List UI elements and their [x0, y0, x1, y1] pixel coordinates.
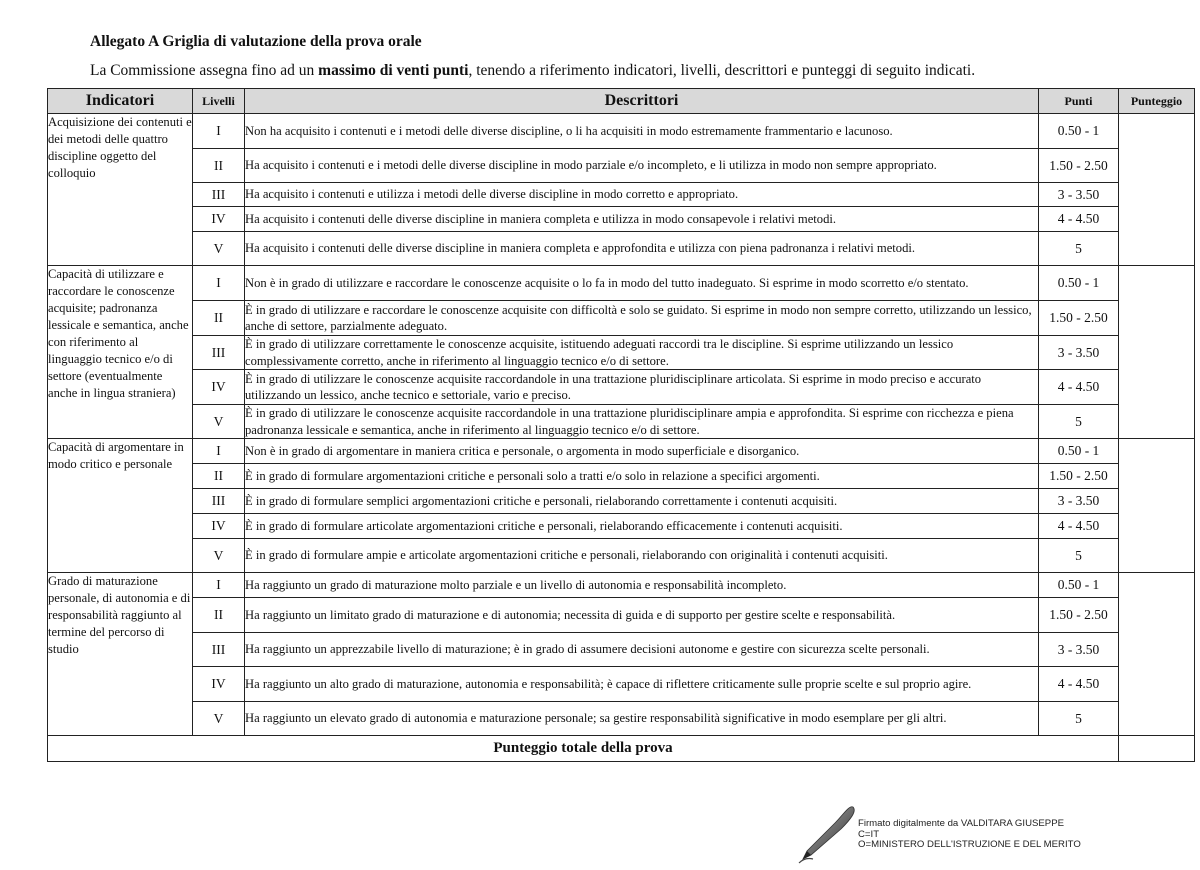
intro-paragraph: [90, 62, 975, 80]
descriptor-cell: Ha raggiunto un alto grado di maturazione, autonomia e responsabilità; è capace di riflettere criticamente sulle proprie scelte e sul proprio agire.: [245, 667, 1039, 702]
total-score-cell: [1119, 736, 1195, 762]
descriptor-cell: Ha raggiunto un limitato grado di maturazione e di autonomia; necessita di guida e di supporto per gestire scelte e responsabilità.: [245, 598, 1039, 633]
header-punteggio: Punteggio: [1119, 89, 1195, 114]
points-cell: 1.50 - 2.50: [1039, 598, 1119, 633]
grid-row: [48, 702, 1195, 736]
level-cell: V: [193, 405, 245, 439]
level-cell: V: [193, 539, 245, 573]
level-cell: IV: [193, 370, 245, 405]
grid-row: [48, 266, 1195, 301]
digital-signature-pen-icon: [795, 805, 859, 870]
grid-row: [48, 149, 1195, 183]
indicator-cell: Capacità di argomentare in modo critico e personale: [48, 439, 193, 573]
points-cell: 5: [1039, 232, 1119, 266]
points-cell: 0.50 - 1: [1039, 114, 1119, 149]
grid-row: [48, 598, 1195, 633]
grid-row: [48, 573, 1195, 598]
grid-row: [48, 464, 1195, 489]
descriptor-cell: È in grado di formulare articolate argomentazioni critiche e personali, rielaborando efficacemente i contenuti acquisiti.: [245, 514, 1039, 539]
points-cell: 5: [1039, 405, 1119, 439]
descriptor-cell: Non ha acquisito i contenuti e i metodi delle diverse discipline, o li ha acquisiti in modo estremamente frammentario e lacunoso.: [245, 114, 1039, 149]
grid-row: [48, 183, 1195, 207]
level-cell: I: [193, 114, 245, 149]
level-cell: II: [193, 149, 245, 183]
points-cell: 5: [1039, 702, 1119, 736]
intro-text-bold: massimo di venti punti: [318, 62, 469, 79]
points-cell: 4 - 4.50: [1039, 207, 1119, 232]
level-cell: III: [193, 489, 245, 514]
points-cell: 4 - 4.50: [1039, 667, 1119, 702]
intro-text-end: , tenendo a riferimento indicatori, livelli, descrittori e punteggi di seguito indicati.: [468, 62, 976, 79]
descriptor-cell: Non è in grado di utilizzare e raccordare le conoscenze acquisite o lo fa in modo del tutto inadeguato. Si esprime in modo scorretto e/o stentato.: [245, 266, 1039, 301]
score-input-cell: [1119, 114, 1195, 266]
level-cell: III: [193, 183, 245, 207]
descriptor-cell: Ha acquisito i contenuti delle diverse discipline in maniera completa e approfondita e utilizza con piena padronanza i relativi metodi.: [245, 232, 1039, 266]
level-cell: V: [193, 232, 245, 266]
level-cell: V: [193, 702, 245, 736]
points-cell: 3 - 3.50: [1039, 489, 1119, 514]
level-cell: IV: [193, 514, 245, 539]
points-cell: 4 - 4.50: [1039, 514, 1119, 539]
grid-row: [48, 439, 1195, 464]
level-cell: IV: [193, 207, 245, 232]
descriptor-cell: Ha raggiunto un grado di maturazione molto parziale e un livello di autonomia e responsabilità incompleto.: [245, 573, 1039, 598]
points-cell: 5: [1039, 539, 1119, 573]
descriptor-cell: Ha raggiunto un apprezzabile livello di maturazione; è in grado di assumere decisioni autonome e gestire con sicurezza scelte personali.: [245, 633, 1039, 667]
grid-row: [48, 232, 1195, 266]
score-input-cell: [1119, 266, 1195, 439]
descriptor-cell: È in grado di formulare semplici argomentazioni critiche e personali, rielaborando correttamente i contenuti acquisiti.: [245, 489, 1039, 514]
grid-row: [48, 539, 1195, 573]
grid-row: [48, 370, 1195, 405]
grid-row: [48, 336, 1195, 370]
points-cell: 1.50 - 2.50: [1039, 301, 1119, 336]
descriptor-cell: È in grado di formulare argomentazioni critiche e personali solo a tratti e/o solo in relazione a specifici argomenti.: [245, 464, 1039, 489]
header-livelli: Livelli: [193, 89, 245, 114]
descriptor-cell: Ha acquisito i contenuti e utilizza i metodi delle diverse discipline in modo corretto e appropriato.: [245, 183, 1039, 207]
signature-line-1: Firmato digitalmente da VALDITARA GIUSEPPE: [858, 818, 1064, 829]
descriptor-cell: Ha acquisito i contenuti delle diverse discipline in maniera completa e utilizza in modo consapevole i relativi metodi.: [245, 207, 1039, 232]
points-cell: 4 - 4.50: [1039, 370, 1119, 405]
points-cell: 1.50 - 2.50: [1039, 149, 1119, 183]
total-label: Punteggio totale della prova: [48, 736, 1119, 762]
points-cell: 3 - 3.50: [1039, 336, 1119, 370]
score-input-cell: [1119, 573, 1195, 736]
descriptor-cell: È in grado di utilizzare correttamente le conoscenze acquisite, istituendo adeguati raccordi tra le discipline. Si esprime utilizzando un lessico complessivamente corretto, anche in riferimento al linguaggio tecnico e/o di settore.: [245, 336, 1039, 370]
level-cell: I: [193, 573, 245, 598]
header-row: [48, 89, 1195, 114]
grid-row: [48, 514, 1195, 539]
points-cell: 3 - 3.50: [1039, 183, 1119, 207]
digital-signature-text: [858, 819, 1081, 851]
descriptor-cell: È in grado di utilizzare e raccordare le conoscenze acquisite con difficoltà e solo se guidato. Si esprime in modo non sempre corretto, utilizzando un lessico, anche di settore, parzialmente adeguato.: [245, 301, 1039, 336]
level-cell: II: [193, 464, 245, 489]
level-cell: IV: [193, 667, 245, 702]
signature-line-3: O=MINISTERO DELL'ISTRUZIONE E DEL MERITO: [858, 839, 1081, 851]
descriptor-cell: Ha acquisito i contenuti e i metodi delle diverse discipline in modo parziale e/o incompleto, e li utilizza in modo non sempre appropriato.: [245, 149, 1039, 183]
header-descrittori: Descrittori: [245, 89, 1039, 114]
indicator-cell: Capacità di utilizzare e raccordare le conoscenze acquisite; padronanza lessicale e semantica, anche con riferimento al linguaggio tecnico e/o di settore (eventualmente anche in lingua straniera): [48, 266, 193, 439]
grid-row: [48, 489, 1195, 514]
grid-body: [48, 114, 1195, 736]
points-cell: 3 - 3.50: [1039, 633, 1119, 667]
grid-row: [48, 114, 1195, 149]
grid-row: [48, 633, 1195, 667]
level-cell: II: [193, 598, 245, 633]
header-punti: Punti: [1039, 89, 1119, 114]
points-cell: 0.50 - 1: [1039, 573, 1119, 598]
grid-row: [48, 207, 1195, 232]
header-indicatori: Indicatori: [48, 89, 193, 114]
level-cell: III: [193, 336, 245, 370]
grid-row: [48, 667, 1195, 702]
descriptor-cell: È in grado di formulare ampie e articolate argomentazioni critiche e personali, rielaborando con originalità i contenuti acquisiti.: [245, 539, 1039, 573]
signature-line-2: C=IT: [858, 828, 880, 840]
descriptor-cell: Ha raggiunto un elevato grado di autonomia e maturazione personale; sa gestire responsabilità significative in modo esemplare per gli altri.: [245, 702, 1039, 736]
points-cell: 1.50 - 2.50: [1039, 464, 1119, 489]
grid-row: [48, 301, 1195, 336]
document-title: Allegato A Griglia di valutazione della prova orale: [90, 33, 422, 50]
level-cell: II: [193, 301, 245, 336]
grid-row: [48, 405, 1195, 439]
score-input-cell: [1119, 439, 1195, 573]
descriptor-cell: Non è in grado di argomentare in maniera critica e personale, o argomenta in modo superficiale e disorganico.: [245, 439, 1039, 464]
evaluation-grid-table: [47, 88, 1195, 762]
indicator-cell: Acquisizione dei contenuti e dei metodi delle quattro discipline oggetto del colloquio: [48, 114, 193, 266]
intro-text-start: La Commissione assegna fino ad un: [90, 62, 319, 79]
level-cell: I: [193, 439, 245, 464]
points-cell: 0.50 - 1: [1039, 439, 1119, 464]
descriptor-cell: È in grado di utilizzare le conoscenze acquisite raccordandole in una trattazione pluridisciplinare ampia e approfondita. Si esprime con ricchezza e piena padronanza lessicale e semantica, anche in riferimento al linguaggio tecnico e/o di settore.: [245, 405, 1039, 439]
descriptor-cell: È in grado di utilizzare le conoscenze acquisite raccordandole in una trattazione pluridisciplinare articolata. Si esprime in modo preciso e accurato utilizzando un lessico, anche tecnico e settoriale, vario e preciso.: [245, 370, 1039, 405]
total-row: [48, 736, 1195, 762]
points-cell: 0.50 - 1: [1039, 266, 1119, 301]
level-cell: III: [193, 633, 245, 667]
level-cell: I: [193, 266, 245, 301]
indicator-cell: Grado di maturazione personale, di autonomia e di responsabilità raggiunto al termine del percorso di studio: [48, 573, 193, 736]
